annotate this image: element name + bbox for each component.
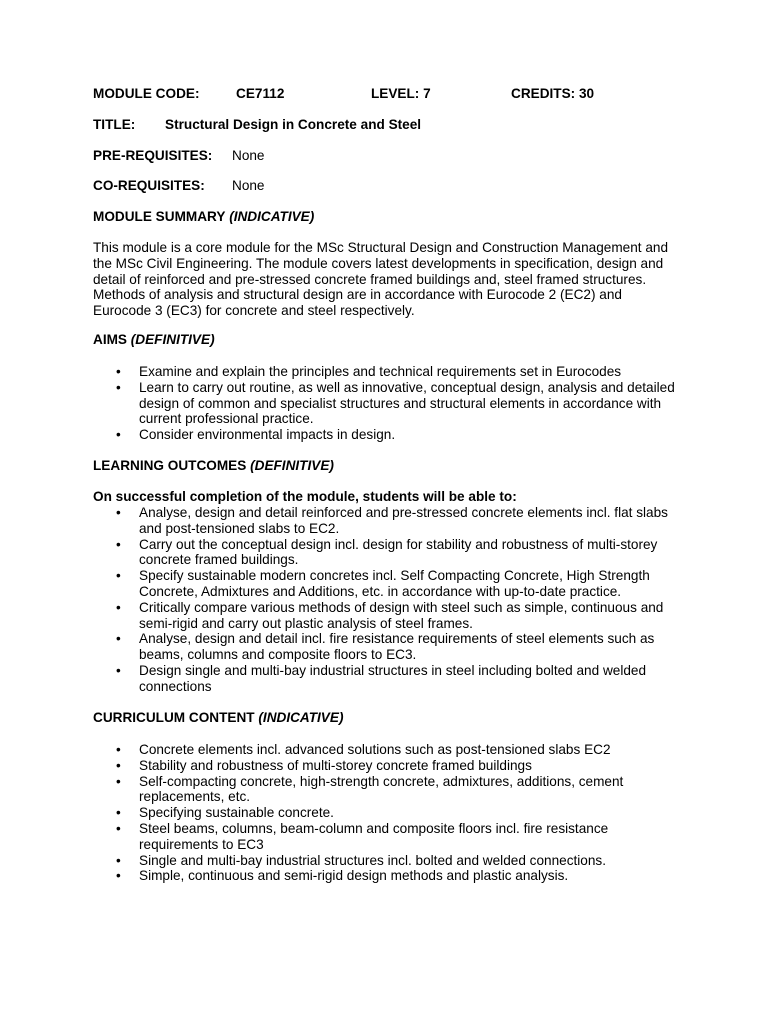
outcomes-list bbox=[93, 505, 683, 695]
outcomes-heading: LEARNING OUTCOMES (DEFINITIVE) bbox=[93, 458, 334, 473]
aims-qualifier: (DEFINITIVE) bbox=[130, 332, 215, 347]
list-item: • Analyse, design and detail incl. fire resistance requirements of steel elements such as beams, columns and composite floors to EC3. bbox=[93, 631, 683, 663]
corequisites-label: CO-REQUISITES: bbox=[93, 178, 205, 193]
aims-list bbox=[93, 364, 683, 443]
list-item: • Specifying sustainable concrete. bbox=[93, 805, 683, 821]
list-item: • Single and multi-bay industrial structures incl. bolted and welded connections. bbox=[93, 853, 683, 869]
list-item: • Analyse, design and detail reinforced and pre-stressed concrete elements incl. flat slabs and post-tensioned slabs to EC2. bbox=[93, 505, 683, 537]
title-row bbox=[93, 117, 683, 135]
module-code-label: MODULE CODE: bbox=[93, 86, 200, 101]
list-item: • Carry out the conceptual design incl. design for stability and robustness of multi-storey concrete framed buildings. bbox=[93, 537, 683, 569]
list-item: • Self-compacting concrete, high-strength concrete, admixtures, additions, cement replacements, etc. bbox=[93, 774, 683, 806]
summary-qualifier: (INDICATIVE) bbox=[229, 209, 315, 224]
module-title: Structural Design in Concrete and Steel bbox=[165, 117, 422, 132]
list-item: • Learn to carry out routine, as well as innovative, conceptual design, analysis and detailed design of common and specialist structures and structural elements in accordance with current professional practice. bbox=[93, 380, 683, 427]
summary-text: This module is a core module for the MSc Structural Design and Construction Management and the MSc Civil Engineering. The module covers latest developments in specification, design and detail of reinforced and pre-stressed concrete framed buildings and, steel framed structures. Methods of analysis and structural design are in accordance with Eurocode 2 (EC2) and Eurocode 3 (EC3) for concrete and steel respectively. bbox=[93, 240, 668, 319]
prerequisites-value: None bbox=[232, 148, 265, 163]
summary-heading: MODULE SUMMARY (INDICATIVE) bbox=[93, 209, 315, 224]
list-item: • Critically compare various methods of design with steel such as simple, continuous and semi-rigid and carry out plastic analysis of steel frames. bbox=[93, 600, 683, 632]
corequisites-row bbox=[93, 178, 683, 196]
list-item: • Specify sustainable modern concretes incl. Self Compacting Concrete, High Strength Concrete, Admixtures and Additions, etc. in accordance with up-to-date practice. bbox=[93, 568, 683, 600]
module-level: LEVEL: 7 bbox=[371, 86, 431, 101]
aims-heading: AIMS (DEFINITIVE) bbox=[93, 332, 215, 347]
outcomes-qualifier: (DEFINITIVE) bbox=[250, 458, 334, 473]
list-item: • Stability and robustness of multi-storey concrete framed buildings bbox=[93, 758, 683, 774]
module-code: CE7112 bbox=[236, 86, 285, 101]
list-item: • Design single and multi-bay industrial structures in steel including bolted and welded connections bbox=[93, 663, 683, 695]
list-item: • Consider environmental impacts in design. bbox=[93, 427, 683, 443]
prerequisites-label: PRE-REQUISITES: bbox=[93, 148, 213, 163]
outcomes-intro: On successful completion of the module, students will be able to: bbox=[93, 489, 517, 504]
curriculum-qualifier: (INDICATIVE) bbox=[258, 710, 344, 725]
module-credits: CREDITS: 30 bbox=[511, 86, 595, 101]
module-header bbox=[0, 86, 768, 104]
curriculum-list bbox=[93, 742, 683, 884]
list-item: • Examine and explain the principles and technical requirements set in Eurocodes bbox=[93, 364, 683, 380]
list-item: • Simple, continuous and semi-rigid design methods and plastic analysis. bbox=[93, 868, 683, 884]
prerequisites-row bbox=[93, 148, 683, 166]
corequisites-value: None bbox=[232, 178, 265, 193]
title-label: TITLE: bbox=[93, 117, 136, 132]
curriculum-heading: CURRICULUM CONTENT (INDICATIVE) bbox=[93, 710, 344, 725]
list-item: • Steel beams, columns, beam-column and composite floors incl. fire resistance requirements to EC3 bbox=[93, 821, 683, 853]
list-item: • Concrete elements incl. advanced solutions such as post-tensioned slabs EC2 bbox=[93, 742, 683, 758]
